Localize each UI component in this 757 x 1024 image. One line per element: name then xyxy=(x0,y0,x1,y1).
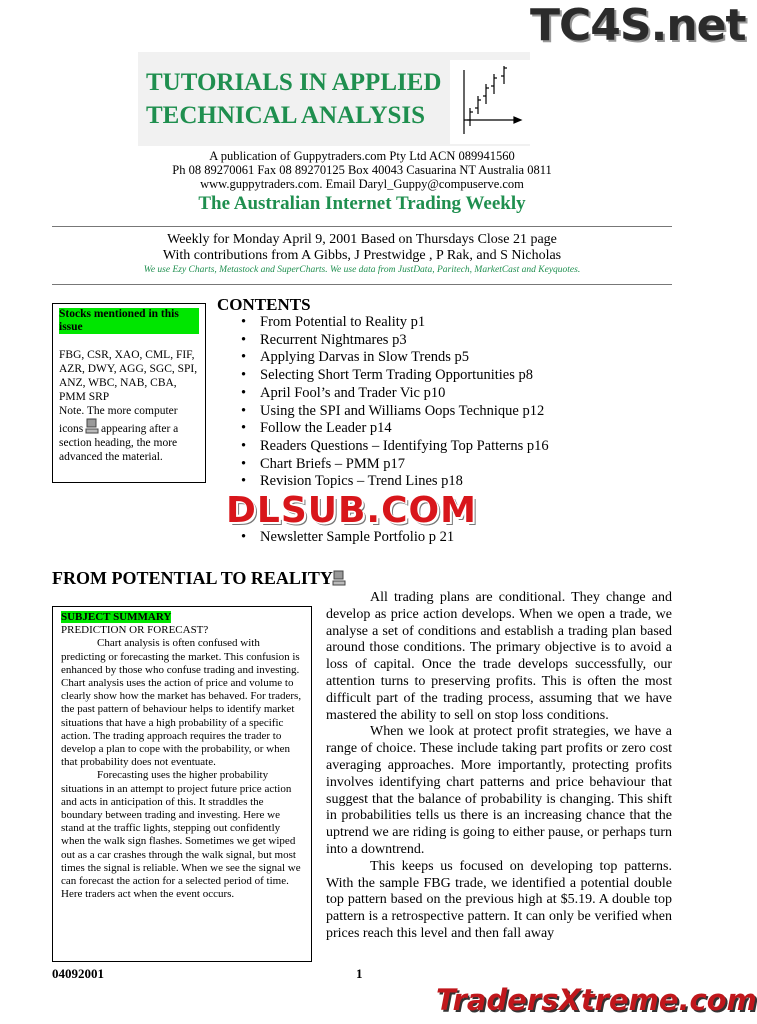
contents-item: • Applying Darvas in Slow Trends p5 xyxy=(241,349,549,367)
computer-icon xyxy=(86,418,98,434)
article-paragraph: All trading plans are conditional. They change and develop as price action develops. When we open a trade, we analyse a set of conditions and establish a trading plan based around those conditions. The primary objective is to avoid a loss of capital. Once the trade develops successfully, our attention turns to preserving profits. This is often the most difficult part of the trading process, assuming that we have mastered the ability to sell on stop loss conditions. xyxy=(326,590,672,723)
divider-top xyxy=(52,226,672,227)
title-line-2: TECHNICAL ANALYSIS xyxy=(146,102,426,129)
watermark-middle: DLSUB.COM xyxy=(226,490,477,531)
computer-icon xyxy=(333,570,345,586)
section-title: FROM POTENTIAL TO REALITY xyxy=(52,568,345,589)
contact-line: Ph 08 89270061 Fax 08 89270125 Box 40043 Casuarina NT Australia 0811 xyxy=(172,163,552,177)
article-paragraph: When we look at protect profit strategies, we have a range of choice. These include taking part profits or zero cost averaging approaches. More importantly, protecting profits involves identifying chart patterns and price behaviour that suggest that the balance of probability is changing. This shift in probabilities tells us there is an increasing chance that the uptrend we are riding is going to either pause, or perhaps turn into a downtrend. xyxy=(326,724,672,857)
contributors: With contributions from A Gibbs, J Prestwidge , P Rak, and S Nicholas xyxy=(162,248,562,263)
chart-logo-icon xyxy=(450,60,530,144)
divider-bottom xyxy=(52,284,672,285)
software-note: We use Ezy Charts, Metastock and SuperCharts. We use data from JustData, Paritech, MarketCast and Keyquotes. xyxy=(143,265,581,275)
footer-issue-code: 04092001 xyxy=(52,966,104,981)
stocks-list: FBG, CSR, XAO, CML, FIF, AZR, DWY, AGG, SGC, SPI, ANZ, WBC, NAB, CBA, PMM SRP xyxy=(59,349,198,403)
article-body xyxy=(326,590,672,943)
contents-item: • Revision Topics – Trend Lines p18 xyxy=(241,473,549,491)
watermark-top: TC4S.net xyxy=(530,0,746,51)
stocks-note: Note. The more computer icons appearing after a section heading, the more advanced the material. xyxy=(59,405,179,463)
summary-subheading: PREDICTION OR FORECAST? xyxy=(61,624,209,637)
publisher-line: A publication of Guppytraders.com Pty Ltd ACN 089941560 xyxy=(209,149,515,163)
contents-item: • Using the SPI and Williams Oops Technique p12 xyxy=(241,403,549,421)
watermark-bottom: TradersXtreme.com xyxy=(436,983,757,1017)
article-paragraph: This keeps us focused on developing top patterns. With the sample FBG trade, we identified a potential double top pattern based on the previous high at $5.19. A double top pattern is a retrospective pattern. It can only be verified when prices reach this level and then fall away xyxy=(326,858,672,941)
contents-item: • Follow the Leader p14 xyxy=(241,420,549,438)
stocks-box xyxy=(52,303,206,483)
stocks-heading: Stocks mentioned in this issue xyxy=(59,308,199,334)
summary-paragraph: Chart analysis is often confused with predicting or forecasting the market. This confusion is enhanced by those who confuse trading and investing. Chart analysis uses the action of price and volume to clearly show how the market has behaved. For traders, the past pattern of behaviour helps to identify market situations that have a high probability of a specific action. The trading approach requires the trader to develop a plan to cope with the probability, or when that probability does not eventuate. xyxy=(61,637,302,769)
page-number: 1 xyxy=(356,966,363,981)
contents-item: • Selecting Short Term Trading Opportunities p8 xyxy=(241,367,549,385)
contents-item: • Chart Briefs – PMM p17 xyxy=(241,456,549,474)
contents-item: • Readers Questions – Identifying Top Patterns p16 xyxy=(241,438,549,456)
contents-item: • April Fool’s and Trader Vic p10 xyxy=(241,385,549,403)
issue-date: Weekly for Monday April 9, 2001 Based on Thursdays Close 21 page xyxy=(167,232,557,247)
web-email-line: www.guppytraders.com. Email Daryl_Guppy@compuserve.com xyxy=(200,177,524,191)
summary-paragraph: Forecasting uses the higher probability situations in an attempt to project future price action and acts in anticipation of this. It straddles the boundary between trading and investing. Here we stand at the traffic lights, stepping out confidently when the walk sign flashes. Sometimes we get wiped out as a car crashes through the walk signal, but most times the signal is reliable. When we see the signal we can forecast the action for a selected period of time. Here traders act when the event occurs. xyxy=(61,769,301,901)
contents-item: • Recurrent Nightmares p3 xyxy=(241,332,549,350)
contents-title: CONTENTS xyxy=(217,295,311,314)
tagline: The Australian Internet Trading Weekly xyxy=(198,193,526,214)
newsletter-title xyxy=(146,66,441,132)
title-line-1: TUTORIALS IN APPLIED xyxy=(146,69,442,96)
contents-list xyxy=(241,314,549,491)
subject-summary-box xyxy=(52,606,312,962)
contents-item: • From Potential to Reality p1 xyxy=(241,314,549,332)
summary-heading: SUBJECT SUMMARY xyxy=(61,611,172,623)
contents-item-last: • Newsletter Sample Portfolio p 21 xyxy=(241,529,455,545)
